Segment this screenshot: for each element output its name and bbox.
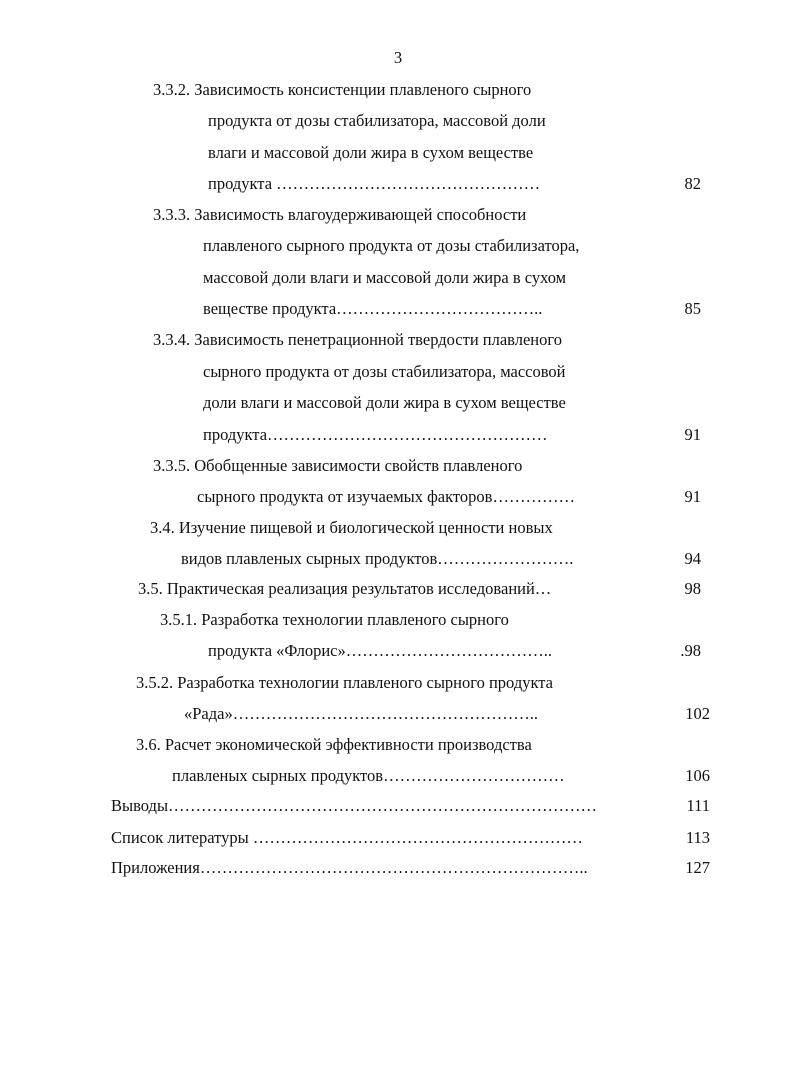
toc-line: 3.3.4. Зависимость пенетрационной твердости плавленого bbox=[153, 330, 562, 349]
toc-line: Выводы…………………………………………………………………… bbox=[111, 796, 598, 815]
toc-line: 3.5.1. Разработка технологии плавленого сырного bbox=[160, 610, 509, 629]
toc-line: видов плавленых сырных продуктов……………………. bbox=[181, 549, 574, 568]
toc-page-number: 102 bbox=[685, 704, 710, 723]
toc-line: 3.5. Практическая реализация результатов исследований… bbox=[138, 579, 552, 598]
toc-line: плавленого сырного продукта от дозы стабилизатора, bbox=[203, 236, 580, 255]
toc-page-number: 82 bbox=[684, 174, 701, 193]
toc-line: 3.3.5. Обобщенные зависимости свойств плавленого bbox=[153, 456, 523, 475]
toc-line: Приложения…………………………………………………………….. bbox=[111, 858, 588, 877]
toc-line: 3.4. Изучение пищевой и биологической ценности новых bbox=[150, 518, 553, 537]
toc-line: сырного продукта от дозы стабилизатора, массовой bbox=[203, 362, 566, 381]
toc-line: продукта «Флорис»……………………………….. bbox=[208, 641, 553, 660]
toc-page-number: 111 bbox=[686, 796, 710, 815]
toc-line: 3.5.2. Разработка технологии плавленого сырного продукта bbox=[136, 673, 553, 692]
toc-line: продукта от дозы стабилизатора, массовой доли bbox=[208, 111, 546, 130]
toc-page-number: 91 bbox=[684, 487, 701, 506]
page-number: 3 bbox=[393, 48, 403, 67]
toc-page-number: 94 bbox=[684, 549, 701, 568]
toc-line: «Рада»……………………………………………….. bbox=[184, 704, 538, 723]
toc-line: влаги и массовой доли жира в сухом веществе bbox=[208, 143, 534, 162]
toc-line: продукта ………………………………………… bbox=[208, 174, 541, 193]
toc-line: массовой доли влаги и массовой доли жира в сухом bbox=[203, 268, 567, 287]
toc-page-number: 106 bbox=[685, 766, 710, 785]
toc-page-number: 127 bbox=[685, 858, 710, 877]
toc-page-number: 98 bbox=[684, 579, 701, 598]
toc-page-number: 85 bbox=[684, 299, 701, 318]
toc-line: сырного продукта от изучаемых факторов…………… bbox=[197, 487, 575, 506]
toc-line: продукта…………………………………………… bbox=[203, 425, 548, 444]
toc-line: плавленых сырных продуктов…………………………… bbox=[172, 766, 565, 785]
toc-line: 3.6. Расчет экономической эффективности производства bbox=[136, 735, 532, 754]
toc-line: доли влаги и массовой доли жира в сухом веществе bbox=[203, 393, 566, 412]
toc-line: веществе продукта……………………………….. bbox=[203, 299, 543, 318]
toc-page-number: .98 bbox=[680, 641, 701, 660]
toc-line: 3.3.3. Зависимость влагоудерживающей способности bbox=[153, 205, 527, 224]
toc-page-number: 91 bbox=[684, 425, 701, 444]
toc-page-number: 113 bbox=[685, 828, 710, 847]
toc-line: Список литературы …………………………………………………… bbox=[111, 828, 583, 847]
toc-line: 3.3.2. Зависимость консистенции плавленого сырного bbox=[153, 80, 532, 99]
